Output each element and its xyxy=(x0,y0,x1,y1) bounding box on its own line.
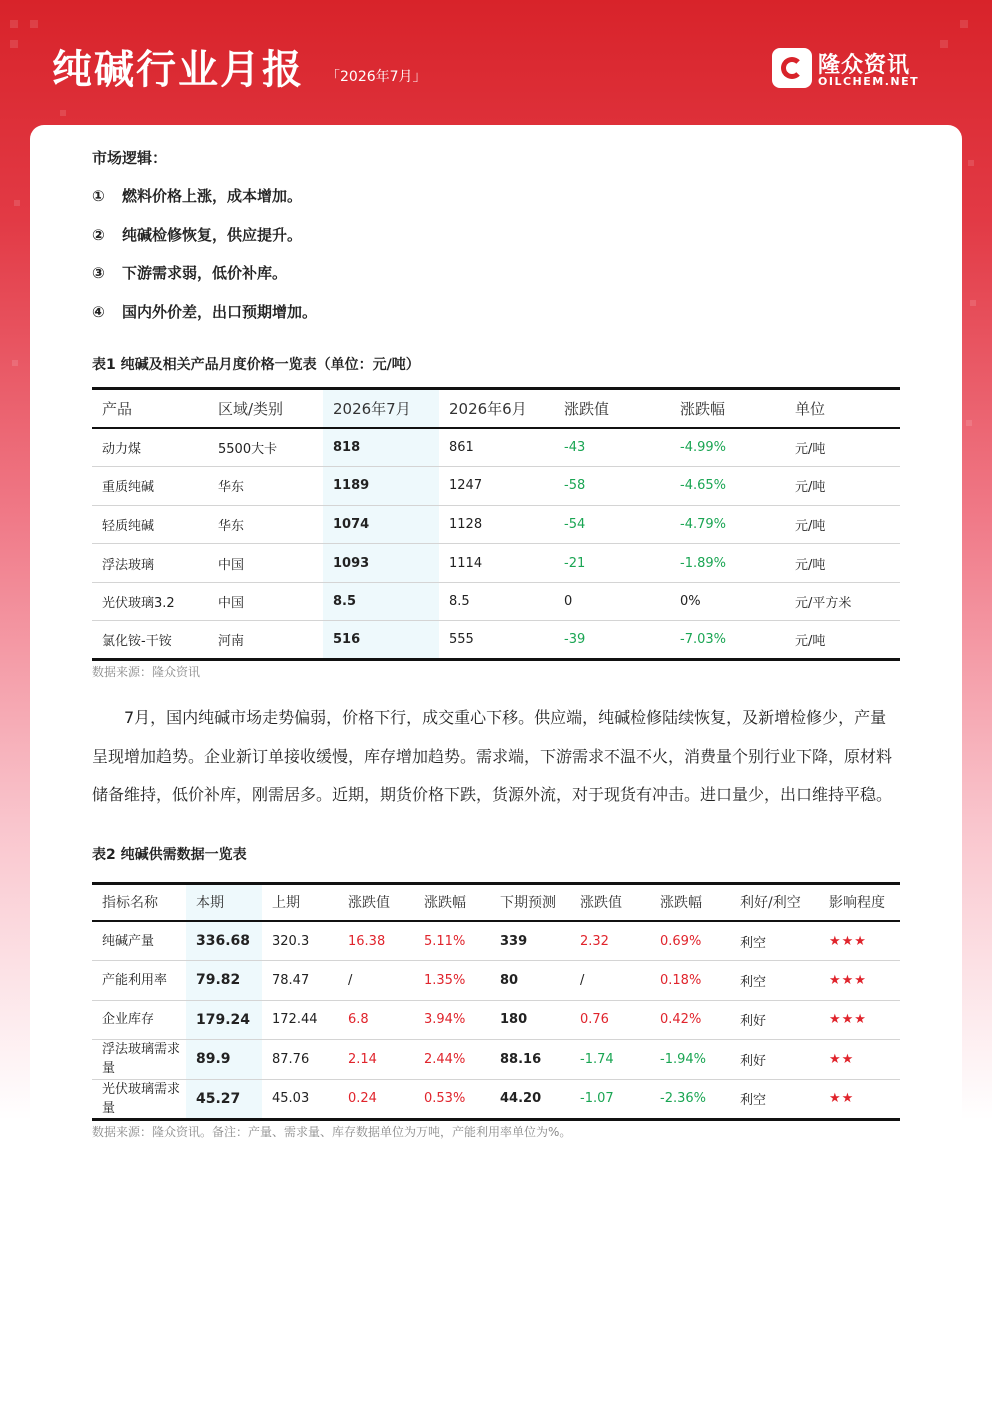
column-header: 指标名称 xyxy=(92,883,186,921)
market-logic-title: 市场逻辑： xyxy=(92,149,168,167)
table-row: 光伏玻璃3.2 中国 8.5 8.5 0 0% 元/平方米 xyxy=(92,582,900,621)
table-row: 企业库存 179.24 172.44 6.8 3.94% 180 0.76 0.42% 利好 ★★★ xyxy=(92,1000,900,1040)
report-content xyxy=(92,147,900,1141)
logo-name: 隆众资讯 xyxy=(818,53,911,78)
supply-demand-table xyxy=(92,882,900,1121)
price-table xyxy=(92,387,900,662)
table-row: 浮法玻璃 中国 1093 1114 -21 -1.89% 元/吨 xyxy=(92,544,900,583)
impact-stars: ★★★ xyxy=(819,961,900,1001)
logo-subtitle: OILCHEM.NET xyxy=(818,75,920,88)
impact-stars: ★★★ xyxy=(819,1000,900,1040)
report-issue-date: 「2026年7月」 xyxy=(326,69,427,85)
report-card xyxy=(30,125,962,1375)
column-header: 影响程度 xyxy=(819,883,900,921)
market-logic-item: ③ 下游需求弱，低价补库。 xyxy=(92,264,288,282)
table2-source-note: 数据来源：隆众资讯。备注：产量、需求量、库存数据单位为万吨，产能利用率单位为%。 xyxy=(92,1124,572,1139)
market-logic-item: ① 燃料价格上涨，成本增加。 xyxy=(92,187,303,205)
table-header-row xyxy=(92,388,900,428)
column-header: 本期 xyxy=(186,883,262,921)
column-header: 区域/类别 xyxy=(208,388,323,428)
table-row: 浮法玻璃需求量 89.9 87.76 2.14 2.44% 88.16 -1.74 -1.94% 利好 ★★ xyxy=(92,1040,900,1080)
table2-caption: 表2 纯碱供需数据一览表 xyxy=(92,846,247,863)
column-header: 利好/利空 xyxy=(730,883,819,921)
table-row: 光伏玻璃需求量 45.27 45.03 0.24 0.53% 44.20 -1.07 -2.36% 利空 ★★ xyxy=(92,1079,900,1119)
column-header: 涨跌值 xyxy=(554,388,670,428)
column-header: 单位 xyxy=(785,388,900,428)
table1-caption: 表1 纯碱及相关产品月度价格一览表（单位：元/吨） xyxy=(92,356,420,373)
table-row: 产能利用率 79.82 78.47 / 1.35% 80 / 0.18% 利空 ★★★ xyxy=(92,961,900,1001)
market-logic-item: ② 纯碱检修恢复，供应提升。 xyxy=(92,225,303,244)
table-row: 重质纯碱 华东 1189 1247 -58 -4.65% 元/吨 xyxy=(92,467,900,506)
column-header: 涨跌幅 xyxy=(650,883,730,921)
table-row: 氯化铵-干铵 河南 516 555 -39 -7.03% 元/吨 xyxy=(92,621,900,660)
column-header: 涨跌值 xyxy=(338,883,414,921)
table1-source-note: 数据来源：隆众资讯 xyxy=(92,665,201,680)
report-header xyxy=(0,0,992,125)
impact-stars: ★★ xyxy=(819,1079,900,1119)
column-header: 2026年7月 xyxy=(323,388,439,428)
column-header: 2026年6月 xyxy=(439,388,554,428)
impact-stars: ★★★ xyxy=(829,933,867,949)
column-header: 产品 xyxy=(92,388,208,428)
column-header: 涨跌值 xyxy=(570,883,650,921)
table-row: 动力煤 5500大卡 818 861 -43 -4.99% 元/吨 xyxy=(92,428,900,467)
brand-logo xyxy=(772,48,942,90)
report-title: 纯碱行业月报 xyxy=(52,47,304,93)
table-row: 纯碱产量 336.68 320.3 16.38 5.11% 339 2.32 0.69% 利空 ★★★ xyxy=(92,921,900,961)
table-row: 轻质纯碱 华东 1074 1128 -54 -4.79% 元/吨 xyxy=(92,505,900,544)
market-logic-item: ④ 国内外价差，出口预期增加。 xyxy=(92,302,318,321)
column-header: 涨跌幅 xyxy=(414,883,490,921)
column-header: 下期预测 xyxy=(490,883,570,921)
logo-e-icon xyxy=(772,48,812,88)
table-header-row xyxy=(92,883,900,921)
market-summary-paragraph: 7月，国内纯碱市场走势偏弱，价格下行，成交重心下移。供应端，纯碱检修陆续恢复，及新增检修少，产量呈现增加趋势。企业新订单接收缓慢，库存增加趋势。需求端，下游需求不温不火，消费量个别行业下降，原材料储备维持，低价补库，刚需居多。近期，期货价格下跌，货源外流，对于现货有冲击。进口量少，出口维持平稳。 xyxy=(92,708,893,805)
column-header: 涨跌幅 xyxy=(670,388,785,428)
impact-stars: ★★ xyxy=(819,1040,900,1080)
column-header: 上期 xyxy=(262,883,338,921)
